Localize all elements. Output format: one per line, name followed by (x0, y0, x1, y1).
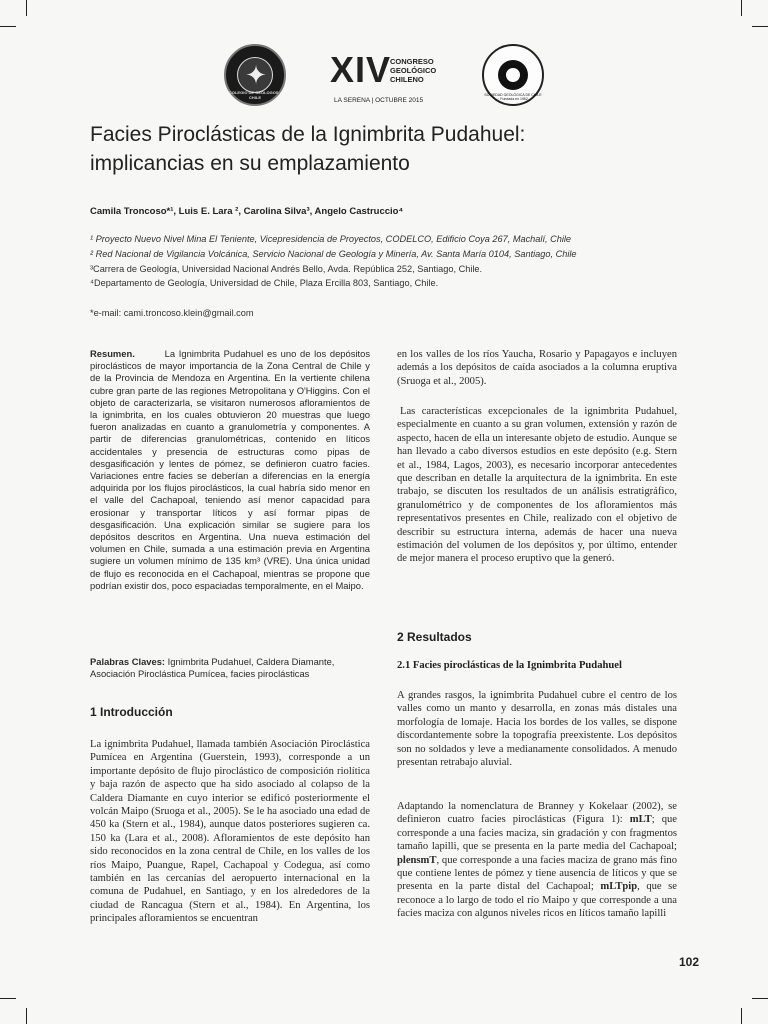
results-heading: 2 Resultados (397, 630, 472, 644)
congress-word-1: CONGRESO (390, 57, 434, 66)
compass-star-icon: ✦ (245, 60, 267, 90)
crop-mark (752, 26, 768, 27)
facies-text-4: , que se reconoce a lo largo de todo el río Maipo y que corresponde a una facies maciza con algunos niveles ricos en líticos tamaño lapilli (397, 881, 677, 920)
left-logo-text: COLEGIO DE GEOLOGOS · CHILE (228, 90, 281, 100)
affiliation-2: ² Red Nacional de Vigilancia Volcánica, Servicio Nacional de Geología y Minería, Av. Santa María 0104, Santiago, Chile (90, 249, 577, 259)
emblem-center (506, 68, 520, 82)
page-number: 102 (679, 955, 700, 969)
congress-place: LA SERENA | OCTUBRE 2015 (334, 97, 424, 104)
colegio-geologos-logo (224, 44, 286, 106)
right-paragraph-4 (397, 800, 677, 921)
facies-subheading: 2.1 Facies piroclásticas de la Ignimbrita Pudahuel (397, 660, 622, 671)
affiliation-4: ⁴Departamento de Geología, Universidad de Chile, Plaza Ercilla 803, Santiago, Chile. (90, 278, 439, 288)
crop-mark (26, 0, 27, 16)
paper-title (90, 120, 650, 178)
right-logo-text: SOCIEDAD GEOLÓGICA DE CHILE · Fundada en 1962 (484, 93, 542, 101)
facies-mltpip: mLTpip (600, 881, 638, 893)
intro-heading: 1 Introducción (90, 705, 173, 719)
facies-mlt: mLT (629, 814, 652, 826)
keywords-label: Palabras Claves: (90, 656, 166, 667)
crop-mark (741, 0, 742, 16)
keywords (90, 656, 370, 680)
title-line-2: implicancias en su emplazamiento (90, 152, 410, 175)
crop-mark (26, 1008, 27, 1024)
abstract-label: Resumen. (90, 348, 135, 359)
compass-emblem (237, 57, 273, 93)
congress-logo (330, 49, 440, 108)
facies-text-3: , que corresponde a una facies maciza de grano más fino que contiene lentes de pómez y tiene ausencia de líticos y que se presenta en la parte distal del Cachapoal; (397, 854, 677, 893)
crop-mark (0, 26, 16, 27)
contact-email: *e-mail: cami.troncoso.klein@gmail.com (90, 308, 254, 318)
congress-word-2: GEOLÓGICO (390, 66, 437, 75)
affiliation-3: ³Carrera de Geología, Universidad Nacional Andrés Bello, Avda. República 252, Santiago, Chile. (90, 264, 483, 274)
right-paragraph-2: Las características excepcionales de la ignimbrita Pudahuel, especialmente en cuanto a su gran volumen, extensión y razón de aspecto, hacen de ella un interesante objeto de estudio. Aunque se han llevado a cabo diversos estudios en este depósito (e.g. Stern et al., 1984, Lagos, 2003), es necesario incorporar antecedentes que describan en detalle la arquitectura de la ignimbrita. En este trabajo, se discuten los resultados de un análisis estratigráfico, granulométrico y de componentes de los afloramientos más representativos presentes en Chile, realizado con el objetivo de describir su estructura interna, además de hacer una nueva estimación del volumen de los depósitos y, por último, entender de mejor manera el proceso eruptivo que la generó. (397, 406, 677, 565)
facies-text-1: Adaptando la nomenclatura de Branney y Kokelaar (2002), se definieron cuatro facies piroclásticas (Figura 1): (397, 801, 677, 826)
keywords-text: Ignimbrita Pudahuel, Caldera Diamante, Asociación Piroclástica Pumícea, facies piroclásticas (90, 656, 335, 680)
congress-word-3: CHILENO (390, 75, 424, 84)
right-paragraph-1: en los valles de los ríos Yaucha, Rosario y Papagayos e incluyen además a los depósitos de caída asociados a la columna eruptiva (Sruoga et al., 2005). (397, 349, 677, 387)
congress-number: XIV (330, 49, 392, 90)
intro-paragraph: La ignimbrita Pudahuel, llamada también Asociación Piroclástica Pumícea en Argentina (Guerstein, 1993), corresponde a un importante depósito de flujo piroclástico de composición riolítica y baja razón de aspecto que ha sido asociado al colapso de la Caldera Diamante en cuyo interior se edificó posteriormente el volcán Maipo (Sruoga et al., 2005). Se le ha asociado una edad de 450 ka (Stern et al., 1984), aunque datos posteriores sugieren ca. 150 ka (Lara et al., 2008). Afloramientos de este depósito han sido reconocidos en la zona central de Chile, en los valles de los ríos Maipo, Puangue, Rapel, Cachapoal y Codegua, así como también en las cercanías del aeropuerto internacional en la comuna de Pudahuel, en Santiago, y en los alrededores de la ciudad de Rancagua (Stern et al., 1984). En Argentina, los principales afloramientos se encuentran (90, 739, 370, 925)
sociedad-geologica-logo (482, 44, 544, 106)
hammer-emblem-icon (498, 60, 528, 90)
title-line-1: Facies Piroclásticas de la Ignimbrita Pudahuel: (90, 123, 526, 146)
author-list: Camila Troncoso*¹, Luis E. Lara ², Carolina Silva³, Angelo Castruccio⁴ (90, 206, 404, 217)
abstract (90, 348, 370, 592)
crop-mark (752, 998, 768, 999)
affiliation-1: ¹ Proyecto Nuevo Nivel Mina El Teniente, Vicepresidencia de Proyectos, CODELCO, Edificio Coya 267, Machalí, Chile (90, 234, 572, 244)
crop-mark (0, 998, 16, 999)
right-paragraph-3: A grandes rasgos, la ignimbrita Pudahuel cubre el centro de los valles como un manto y desarrolla, en zonas más distales una morfología de lomaje. Hacia los bordes de los valles, se dispone discordantemente sobre la topografía preexistente. Los depósitos son no soldados y leve a medianamente consolidados. A menudo presentan retrabajo aluvial. (397, 690, 677, 769)
abstract-text: La Ignimbrita Pudahuel es uno de los depósitos piroclásticos de mayor importancia de la Zona Central de Chile y de la Provincia de Mendoza en Argentina. En la vertiente chilena cubre gran parte de las regiones Metropolitana y O'Higgins. Con el objeto de caracterizarla, se visitaron numerosos afloramientos de la ignimbrita, en los cuales obtuvieron 20 muestras que luego fueron analizadas en cuanto a granulometría y componentes. A partir de diferencias granulométricas, contenido en líticos accidentales y presencia de estructuras como pipas de desgasificación y lentes de pómez, se definieron cuatro facies. Variaciones entre facies se deberían a diferencias en la energía adquirida por los flujos piroclásticos, la cual habría sido menor en el valle del Cachapoal, teniendo así menor capacidad para erosionar y transportar líticos y así formar pipas de desgasificación. Una explicación similar se sugiere para los depósitos descritos en Argentina. Una nueva estimación del volumen en Chile, sumada a una estimación previa en Argentina sugiere un volumen mínimo de 135 km³ (VRE). Una única unidad de flujo es reconocida en el Cachapoal, mientras se propone que podrían existir dos, poco espaciadas temporalmente, en el Maipo. (90, 348, 371, 591)
facies-plensmt: plensmT (397, 854, 437, 866)
crop-mark (741, 1008, 742, 1024)
facies-text-2: ; que corresponde a una facies maciza, sin gradación y con fragmentos tamaño lapilli, que se presenta en la parte media del Cachapoal; (397, 814, 677, 853)
